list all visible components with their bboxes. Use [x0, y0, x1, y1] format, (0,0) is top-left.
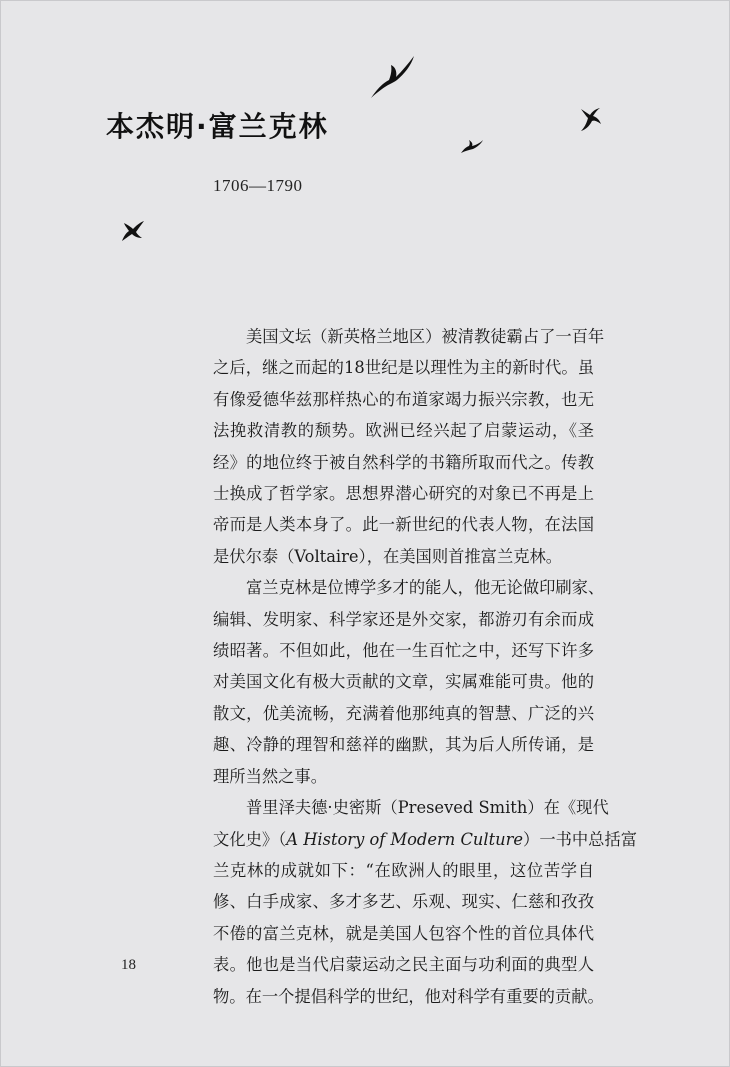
bird-icon-small: [460, 139, 484, 155]
paragraph-2: [213, 572, 605, 792]
text-line: 兰克林的成就如下：“在欧洲人的眼里，这位苦学自: [213, 860, 594, 880]
book-title-italic: A History of Modern Culture: [286, 829, 524, 849]
page-number: 18: [121, 957, 136, 973]
paragraph-1: [213, 321, 605, 572]
text-line: 表。他也是当代启蒙运动之民主面与功利面的典型人: [213, 955, 594, 975]
text-line: 是伏尔泰（Voltaire），在美国则首推富兰克林。: [213, 546, 563, 566]
text-line: 编辑、发明家、科学家还是外交家，都游刃有余而成: [213, 609, 594, 629]
body-text: [213, 321, 638, 1012]
text-line: 普里泽夫德·史密斯（Preseved Smith）在《现代: [246, 798, 609, 818]
page-title: 本杰明·富兰克林: [106, 110, 329, 143]
text-line: 经》的地位终于被自然科学的书籍所取而代之。传教: [213, 452, 594, 472]
text-line: 绩昭著。不但如此，他在一生百忙之中，还写下许多: [213, 641, 594, 661]
text-line: 不倦的富兰克林，就是美国人包容个性的首位具体代: [213, 923, 594, 943]
text-line: 对美国文化有极大贡献的文章，实属难能可贵。他的: [213, 672, 594, 692]
text-line: 富兰克林是位博学多才的能人，他无论做印刷家、: [246, 578, 605, 598]
text-fragment: ）一书中总括富: [523, 829, 638, 849]
text-line-with-italic: [213, 824, 638, 855]
text-line: 趣、冷静的理智和慈祥的幽默，其为后人所传诵，是: [213, 735, 594, 755]
text-line: 帝而是人类本身了。此一新世纪的代表人物，在法国: [213, 515, 594, 535]
paragraph-3: [213, 792, 638, 1012]
text-line: 物。在一个提倡科学的世纪，他对科学有重要的贡献。: [213, 986, 604, 1006]
life-years: 1706—1790: [213, 176, 303, 195]
text-line: 士换成了哲学家。思想界潜心研究的对象已不再是上: [213, 484, 594, 504]
bird-icon-large: [369, 55, 415, 99]
text-line: 修、白手成家、多才多艺、乐观、现实、仁慈和孜孜: [213, 892, 594, 912]
bird-icon-right: [579, 107, 603, 133]
text-line: 散文，优美流畅，充满着他那纯真的智慧、广泛的兴: [213, 703, 594, 723]
text-line: 之后，继之而起的18世纪是以理性为主的新时代。虽: [213, 358, 594, 378]
text-line: 有像爱德华兹那样热心的布道家竭力振兴宗教，也无: [213, 389, 594, 409]
text-line: 美国文坛（新英格兰地区）被清教徒霸占了一百年: [246, 327, 605, 346]
text-line: 法挽救清教的颓势。欧洲已经兴起了启蒙运动，《圣: [213, 421, 594, 441]
text-fragment: 文化史》（: [213, 829, 287, 849]
bird-icon-left: [121, 220, 145, 242]
text-line: 理所当然之事。: [213, 766, 327, 786]
